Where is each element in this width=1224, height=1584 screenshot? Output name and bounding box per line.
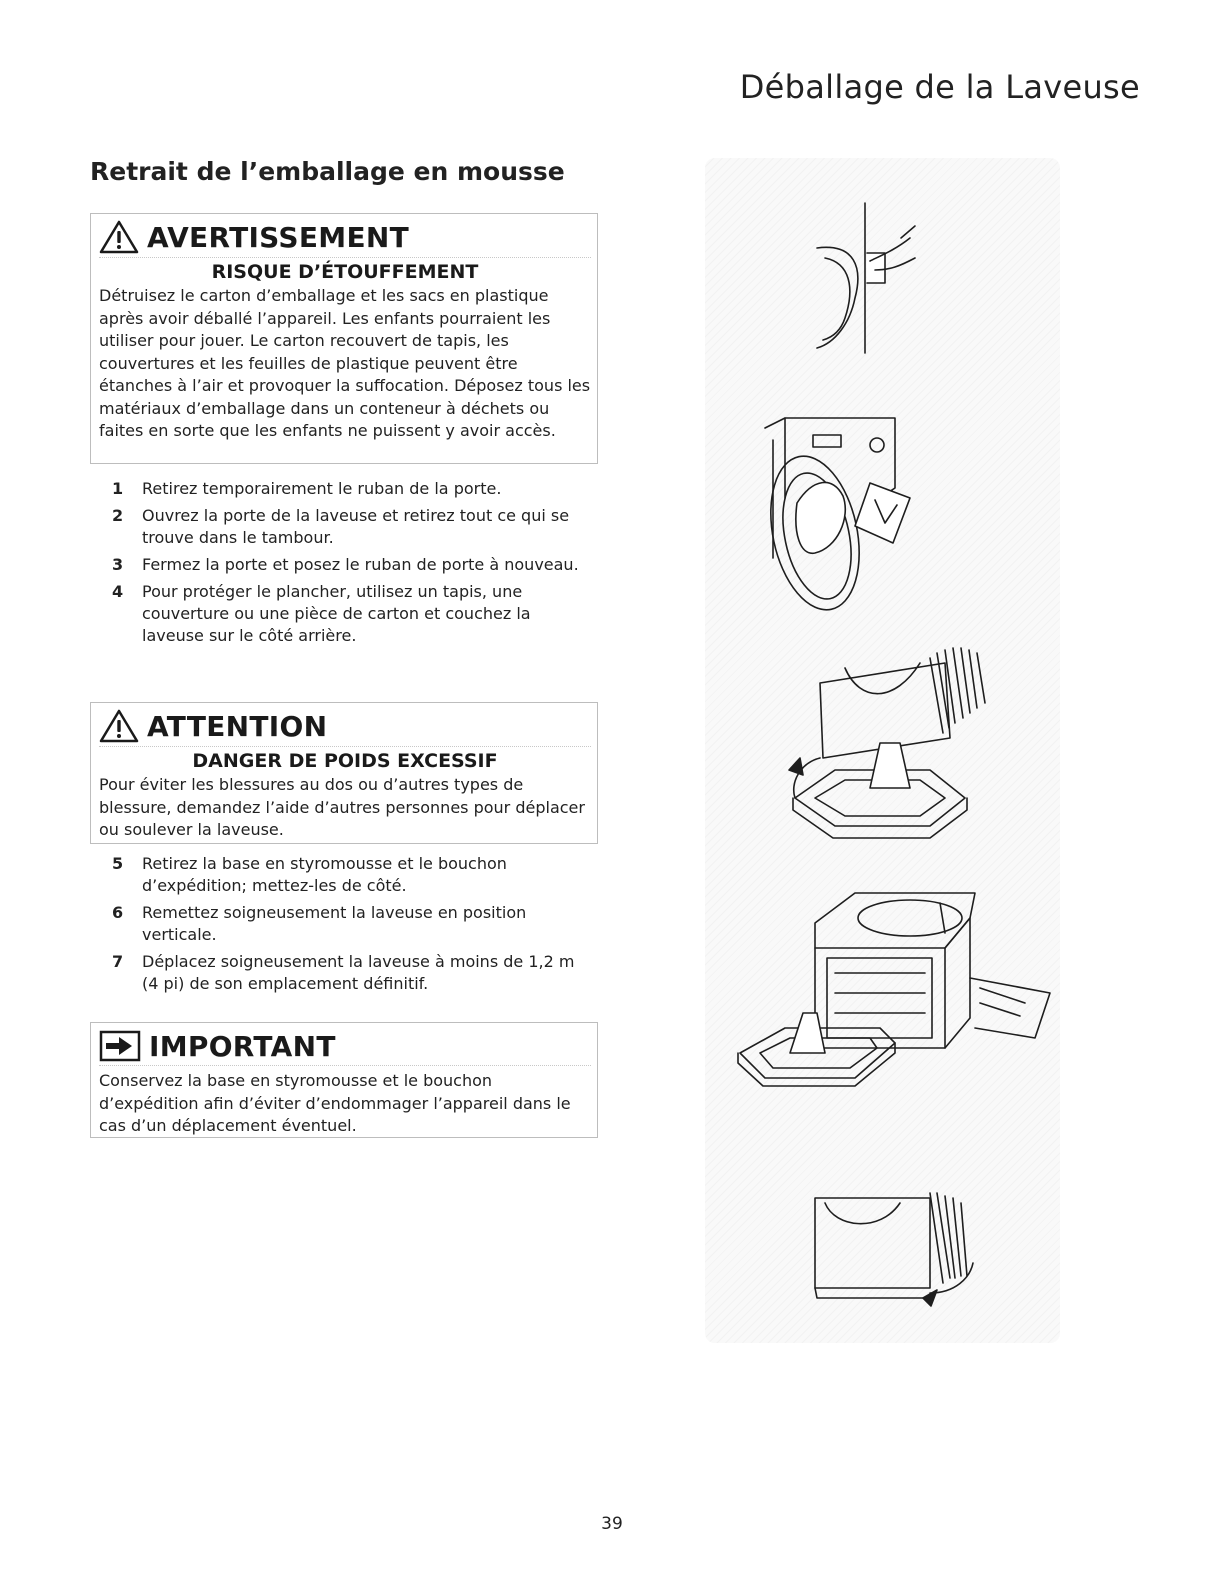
- arrow-box-icon: [99, 1030, 141, 1062]
- step-text: Retirez la base en styromousse et le bouchon d’expédition; mettez-les de côté.: [142, 854, 507, 895]
- step-text: Pour protéger le plancher, utilisez un tapis, une couverture ou une pièce de carton et couchez la laveuse sur le côté arrière.: [142, 582, 531, 645]
- important-box: [90, 1022, 598, 1138]
- important-header: [99, 1027, 591, 1065]
- caution-header: [99, 707, 591, 745]
- upright-washer-illustration: [815, 1193, 973, 1306]
- warning-subheading: RISQUE D’ÉTOUFFEMENT: [99, 257, 591, 283]
- warning-triangle-icon: [99, 709, 139, 743]
- step-text: Retirez temporairement le ruban de la porte.: [142, 479, 502, 498]
- open-door-illustration: [758, 418, 910, 618]
- step-text: Déplacez soigneusement la laveuse à moins de 1,2 m (4 pi) de son emplacement définitif.: [142, 952, 575, 993]
- door-tape-illustration: [817, 203, 915, 353]
- section-title: Retrait de l’emballage en mousse: [90, 157, 565, 186]
- important-headline: IMPORTANT: [149, 1029, 336, 1063]
- step-text: Fermez la porte et posez le ruban de porte à nouveau.: [142, 555, 579, 574]
- important-body: Conservez la base en styromousse et le bouchon d’expédition afin d’éviter d’endommager l’appareil dans le cas d’un déplacement éventuel.: [99, 1065, 591, 1138]
- steps-list-a: [112, 478, 592, 652]
- step-number: 6: [112, 903, 124, 922]
- caution-headline: ATTENTION: [147, 709, 328, 743]
- warning-body: Détruisez le carton d’emballage et les sacs en plastique après avoir déballé l’appareil. Les enfants pourraient les utiliser pour jouer. Le carton recouvert de tapis, les couvertures et les feuilles de plastique peuvent être étanches à l’air et provoquer la suffocation. Déposez tous les matériaux d’emballage dans un conteneur à déchets ou faites en sorte que les enfants ne puissent y avoir accès.: [99, 286, 591, 440]
- washer-on-back-illustration: [738, 893, 1050, 1086]
- page-number: 39: [601, 1514, 623, 1534]
- warning-headline: AVERTISSEMENT: [147, 220, 410, 254]
- caution-box: [90, 702, 598, 844]
- step-text: Ouvrez la porte de la laveuse et retirez tout ce qui se trouve dans le tambour.: [142, 506, 570, 547]
- tilted-washer-illustration: [789, 648, 985, 838]
- list-item: [112, 902, 592, 946]
- list-item: [112, 554, 592, 576]
- list-item: [112, 951, 592, 995]
- caution-body: Pour éviter les blessures au dos ou d’autres types de blessure, demandez l’aide d’autres personnes pour déplacer ou soulever la laveuse.: [99, 775, 585, 839]
- step-number: 4: [112, 582, 124, 601]
- page-title: Déballage de la Laveuse: [739, 68, 1140, 106]
- warning-triangle-icon: [99, 220, 139, 254]
- list-item: [112, 478, 592, 500]
- list-item: [112, 581, 592, 647]
- warning-box: [90, 213, 598, 464]
- steps-list-b: [112, 853, 592, 1000]
- caution-subheading: DANGER DE POIDS EXCESSIF: [99, 746, 591, 772]
- step-number: 1: [112, 479, 124, 498]
- step-number: 5: [112, 854, 124, 873]
- step-number: 7: [112, 952, 124, 971]
- step-number: 3: [112, 555, 124, 574]
- step-number: 2: [112, 506, 124, 525]
- illustration-panel: [705, 158, 1060, 1343]
- list-item: [112, 505, 592, 549]
- list-item: [112, 853, 592, 897]
- warning-header: [99, 218, 591, 256]
- step-text: Remettez soigneusement la laveuse en position verticale.: [142, 903, 527, 944]
